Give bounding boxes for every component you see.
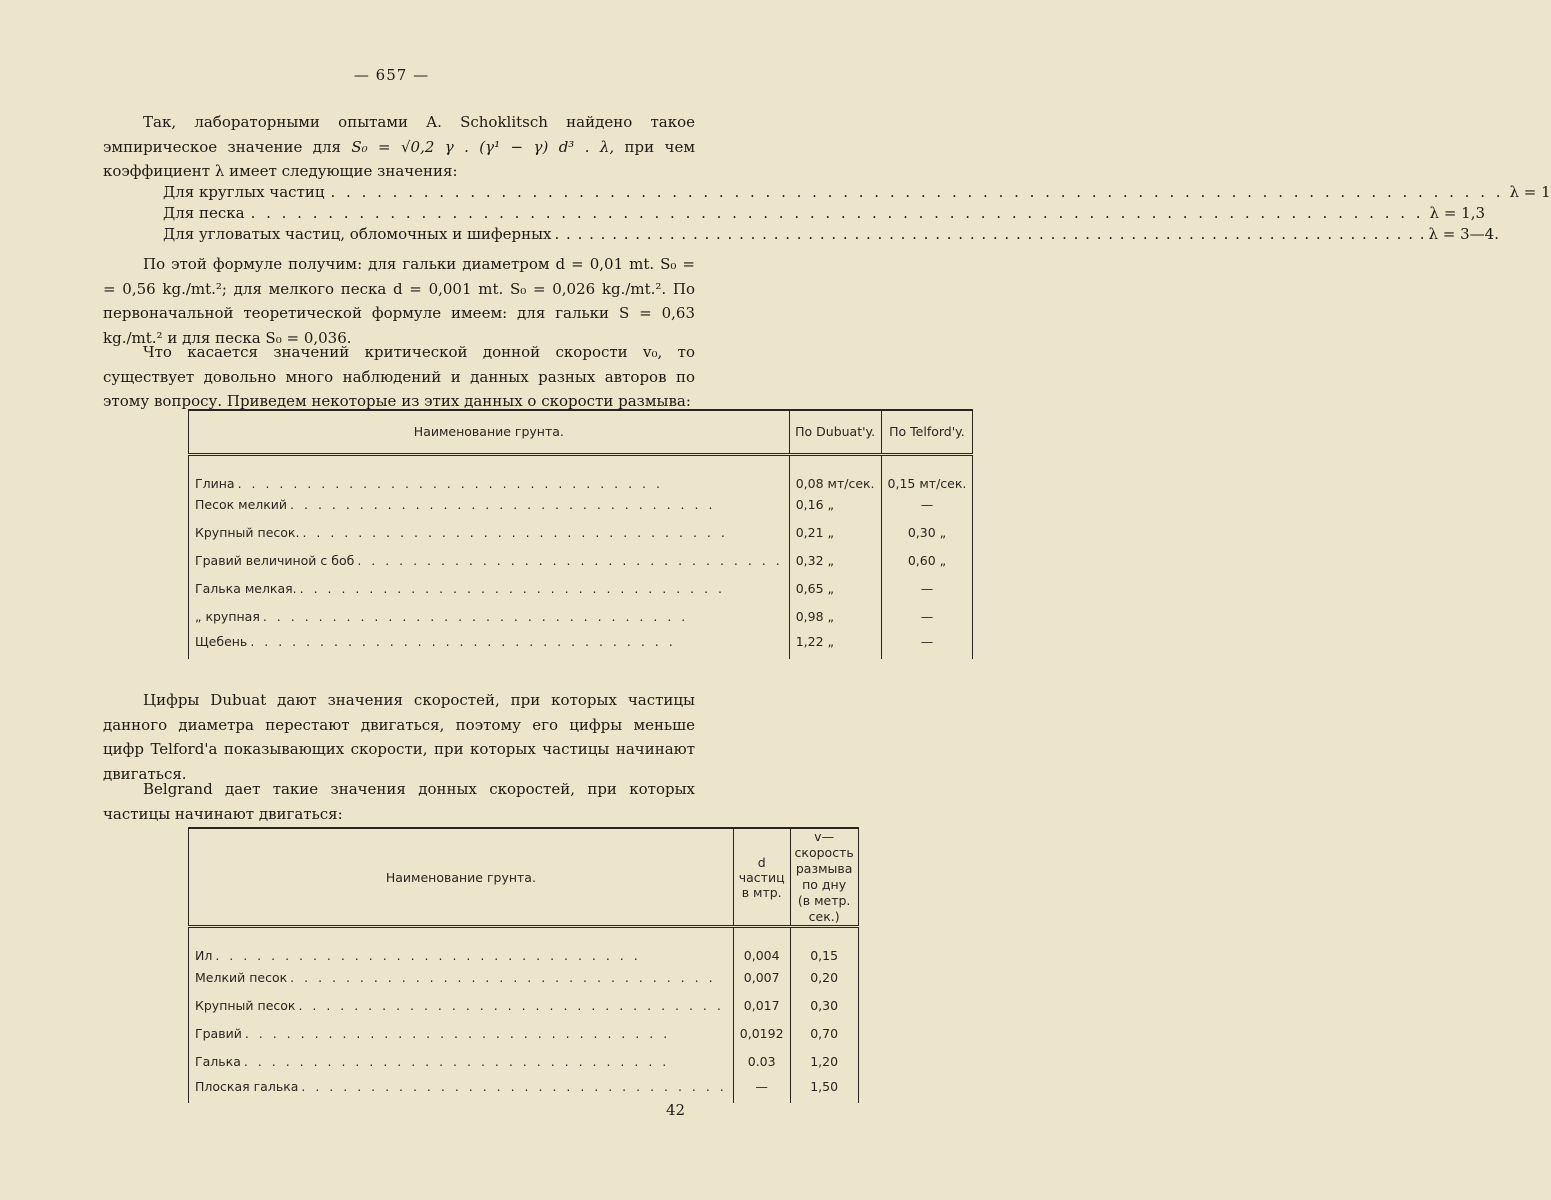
dubuat-value: 0,16 „: [789, 491, 881, 519]
table-row: [189, 1075, 859, 1103]
diameter-value: —: [733, 1075, 790, 1103]
table-row: [189, 963, 859, 991]
lambda-row: [163, 203, 1486, 224]
telford-value: —: [881, 575, 973, 603]
para1-text-a: Так, лабораторными опытами A. Schoklitsch найдено такое эмпирическое значение для: [103, 113, 695, 156]
table-row: [189, 1047, 859, 1075]
telford-value: 0,15 мт/сек.: [881, 454, 973, 491]
telford-value: 0,30 „: [881, 519, 973, 547]
diameter-value: 0,004: [733, 927, 790, 964]
soil-name: Ил: [195, 948, 213, 963]
lambda-row: [163, 224, 1499, 245]
lambda-value: λ = 1,3: [1429, 204, 1486, 222]
velocity-value: 0,20: [790, 963, 858, 991]
soil-name: Глина: [195, 475, 235, 491]
paragraph-critical-velocity: [103, 340, 695, 414]
soil-name: Гравий: [195, 1025, 242, 1041]
soil-name: Галька: [195, 1053, 241, 1069]
table-row: [189, 491, 973, 519]
para3-text: Что касается значений критической донной скорости v₀, то существует довольно много наблюдений и данных разных авторов по этому вопросу. Приведем некоторые из этих данных о скорости размыва:: [103, 343, 695, 410]
paragraph-schoklitsch: [103, 110, 695, 184]
diameter-value: 0.03: [733, 1047, 790, 1075]
table1-header: По Telford'y.: [881, 410, 973, 454]
para5-text: Belgrand дает такие значения донных скоростей, при которых частицы начинают двигаться:: [103, 780, 695, 823]
formula: S₀ = √0,2 γ . (γ¹ − γ) d³ . λ,: [351, 137, 615, 156]
table-row: [189, 927, 859, 964]
paragraph-formula-results: [103, 252, 695, 350]
lambda-row: [163, 182, 1551, 203]
para1-text-b: при чем коэффициент λ имеет следующие значения:: [103, 137, 695, 180]
lambda-list: [163, 182, 1551, 245]
velocity-value: 1,50: [790, 1075, 858, 1103]
table2-header: v—скорость размыва по дну (в метр. сек.): [790, 828, 858, 927]
dubuat-value: 0,08 мт/сек.: [789, 454, 881, 491]
lambda-value: λ = 1: [1509, 183, 1551, 201]
table-row: [189, 575, 973, 603]
soil-name: Плоская галька: [195, 1078, 299, 1094]
soil-name: Мелкий песок: [195, 969, 288, 985]
dubuat-value: 0,21 „: [789, 519, 881, 547]
table-belgrand: [188, 827, 859, 1103]
telford-value: —: [881, 603, 973, 631]
lambda-label: Для угловатых частиц, обломочных и шиферных: [163, 225, 552, 243]
page-number-top: — 657 —: [353, 66, 430, 84]
telford-value: 0,60 „: [881, 547, 973, 575]
soil-name: Крупный песок: [195, 997, 296, 1013]
lambda-label: Для песка: [163, 204, 245, 222]
lambda-label: Для круглых частиц: [163, 183, 325, 201]
dubuat-value: 0,98 „: [789, 603, 881, 631]
para4-text: Цифры Dubuat дают значения скоростей, при которых частицы данного диаметра перестают двигаться, поэтому его цифры меньше цифр Telford'а показывающих скорости, при которых частицы начинают двигаться.: [103, 691, 695, 783]
soil-name: Гравий величиной с боб: [195, 553, 355, 568]
table-row: [189, 631, 973, 659]
table1-header: По Dubuat'y.: [789, 410, 881, 454]
table-row: [189, 603, 973, 631]
telford-value: —: [881, 491, 973, 519]
soil-name: „ крупная: [195, 609, 260, 624]
page-number-bottom: 42: [666, 1101, 686, 1119]
telford-value: —: [881, 631, 973, 659]
velocity-value: 0,70: [790, 1019, 858, 1047]
diameter-value: 0,017: [733, 991, 790, 1019]
dubuat-value: 0,65 „: [789, 575, 881, 603]
dubuat-value: 1,22 „: [789, 631, 881, 659]
table-row: [189, 1019, 859, 1047]
paragraph-belgrand: [103, 777, 695, 826]
table-row: [189, 991, 859, 1019]
velocity-value: 0,30: [790, 991, 858, 1019]
velocity-value: 0,15: [790, 927, 858, 964]
soil-name: Песок мелкий: [195, 497, 288, 512]
table-row: [189, 547, 973, 575]
dubuat-value: 0,32 „: [789, 547, 881, 575]
table1-header: Наименование грунта.: [189, 410, 790, 454]
table-dubuat-telford: [188, 409, 973, 659]
table2-header: Наименование грунта.: [189, 828, 734, 927]
para2-text: По этой формуле получим: для гальки диаметром d = 0,01 mt. S₀ = = 0,56 kg./mt.²; для мелкого песка d = 0,001 mt. S₀ = 0,026 kg./mt.². По первоначальной теоретической формуле имеем: для гальки S = 0,63 kg./mt.² и для песка S₀ = 0,036.: [103, 255, 695, 347]
soil-name: Галька мелкая.: [195, 581, 297, 596]
velocity-value: 1,20: [790, 1047, 858, 1075]
diameter-value: 0,007: [733, 963, 790, 991]
soil-name: Щебень: [195, 634, 248, 649]
table-row: [189, 519, 973, 547]
soil-name: Крупный песок.: [195, 525, 300, 540]
paragraph-dubuat-note: [103, 688, 695, 786]
table-row: [189, 454, 973, 491]
diameter-value: 0,0192: [733, 1019, 790, 1047]
table2-header: d частиц в мтр.: [733, 828, 790, 927]
lambda-value: λ = 3—4.: [1428, 225, 1499, 243]
